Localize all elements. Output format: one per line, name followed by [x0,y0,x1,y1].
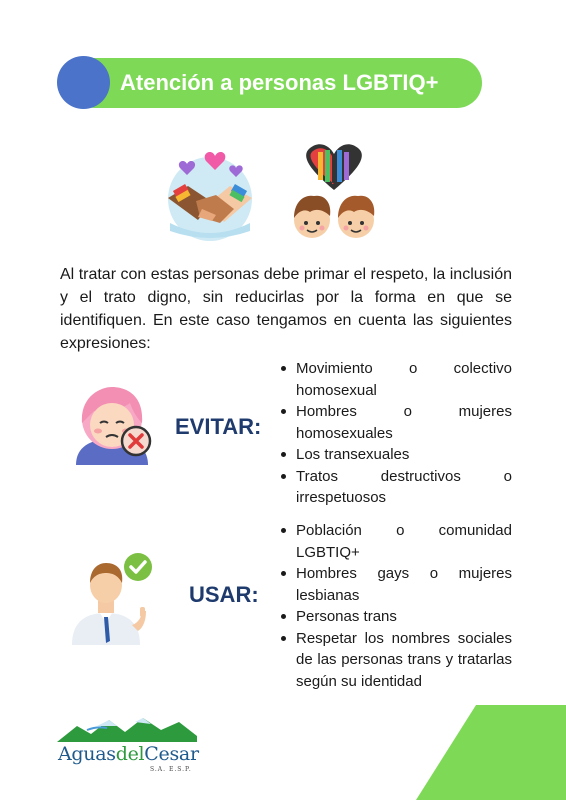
company-logo-subtitle: S.A. E.S.P. [150,766,192,773]
approving-man-icon [60,545,160,645]
page-title: Atención a personas LGBTIQ+ [120,70,439,95]
list-item: Personas trans [278,606,512,628]
handshake-icon [160,143,260,243]
avoid-label: EVITAR: [175,414,262,439]
gay-couple-icon [282,140,386,250]
company-logo-text: AguasdelCesar [58,743,199,765]
list-item: Tratos destructivos o irrespetuosos [278,466,512,509]
avoid-list [278,358,512,509]
use-list [278,520,512,692]
intro-paragraph: Al tratar con estas personas debe primar el respeto, la inclusión y el trato digno, sin reducirlas por la forma en que se identifiquen. En este caso tengamos en cuenta las siguientes expresiones: [60,266,512,352]
use-label: USAR: [189,582,259,607]
list-item: Los transexuales [278,444,512,466]
list-item: Movimiento o colectivo homosexual [278,358,512,401]
list-item: Población o comunidad LGBTIQ+ [278,520,512,563]
sad-woman-icon [62,375,162,475]
corner-decoration [416,705,566,800]
title-dot-decoration [57,56,110,109]
list-item: Hombres o mujeres homosexuales [278,401,512,444]
list-item: Hombres gays o mujeres lesbianas [278,563,512,606]
list-item: Respetar los nombres sociales de las personas trans y tratarlas según su identidad [278,628,512,693]
